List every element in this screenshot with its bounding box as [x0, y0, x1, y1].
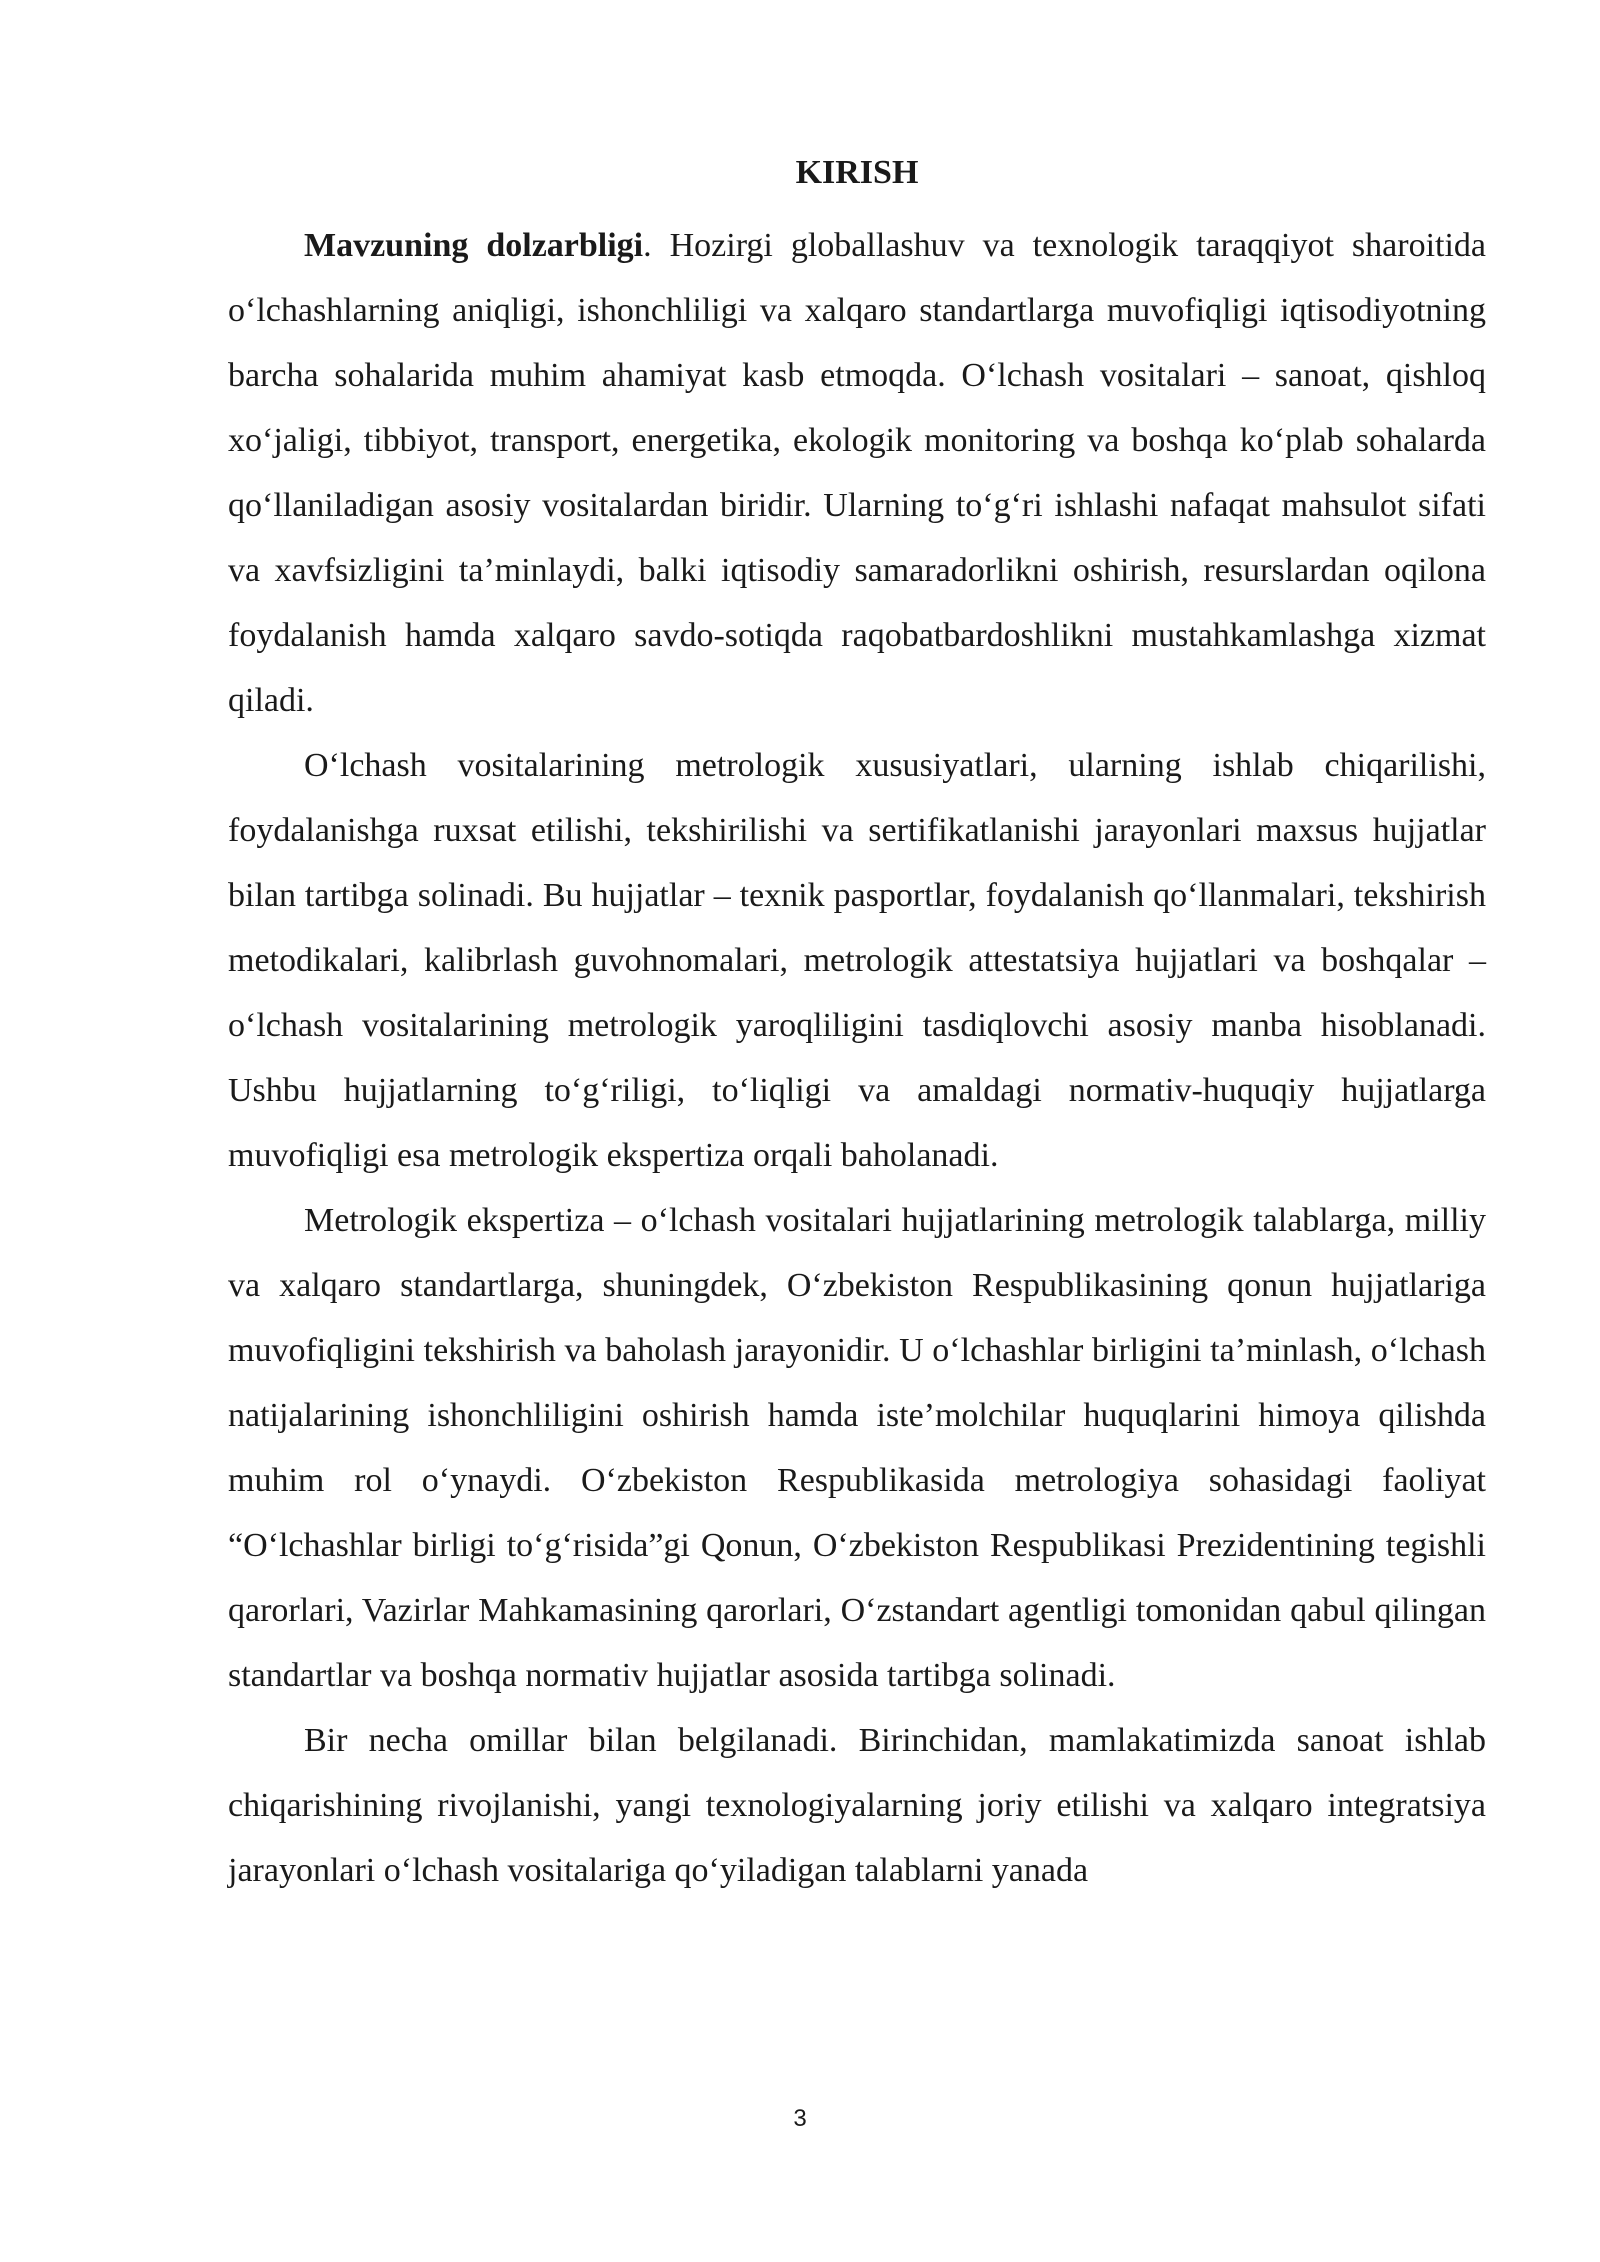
page-number: 3: [793, 2105, 807, 2132]
paragraph-lead: Mavzuning dolzarbligi: [304, 227, 644, 264]
document-page: [228, 148, 1486, 1903]
section-title: KIRISH: [795, 154, 919, 191]
paragraph-expertise: Metrologik ekspertiza – o‘lchash vositalari hujjatlarining metrologik talablarga, milliy va xalqaro standartlarga, shuningdek, O‘zbekiston Respublikasining qonun hujjatlariga muvofiqligini tekshirish va baholash jarayonidir. U o‘lchashlar birligini ta’minlash, o‘lchash natijalarining ishonchliligini oshirish hamda iste’molchilar huquqlarini himoya qilishda muhim rol o‘ynaydi. O‘zbekiston Respublikasida metrologiya sohasidagi faoliyat “O‘lchashlar birligi to‘g‘risida”gi Qonun, O‘zbekiston Respublikasi Prezidentining tegishli qarorlari, Vazirlar Mahkamasining qarorlari, O‘zstandart agentligi tomonidan qabul qilingan standartlar va boshqa normativ hujjatlar asosida tartibga solinadi.: [228, 1202, 1486, 1694]
paragraph-relevance: [228, 213, 1486, 733]
paragraph-text: . Hozirgi globallashuv va texnologik taraqqiyot sharoitida o‘lchashlarning aniqligi, ishonchliligi va xalqaro standartlarga muvofiqligi iqtisodiyotning barcha sohalarida muhim ahamiyat kasb etmoqda. O‘lchash vositalari – sanoat, qishloq xo‘jaligi, tibbiyot, transport, energetika, ekologik monitoring va boshqa ko‘plab sohalarda qo‘llaniladigan asosiy vositalardan biridir. Ularning to‘g‘ri ishlashi nafaqat mahsulot sifati va xavfsizligini ta’minlaydi, balki iqtisodiy samaradorlikni oshirish, resurslardan oqilona foydalanish hamda xalqaro savdo-sotiqda raqobatbardoshlikni mustahkamlashga xizmat qiladi.: [228, 227, 1487, 719]
paragraph-documents: O‘lchash vositalarining metrologik xususiyatlari, ularning ishlab chiqarilishi, foydalanishga ruxsat etilishi, tekshirilishi va sertifikatlanishi jarayonlari maxsus hujjatlar bilan tartibga solinadi. Bu hujjatlar – texnik pasportlar, foydalanish qo‘llanmalari, tekshirish metodikalari, kalibrlash guvohnomalari, metrologik attestatsiya hujjatlari va boshqalar – o‘lchash vositalarining metrologik yaroqliligini tasdiqlovchi asosiy manba hisoblanadi. Ushbu hujjatlarning to‘g‘riligi, to‘liqligi va amaldagi normativ-huquqiy hujjatlarga muvofiqligi esa metrologik ekspertiza orqali baholanadi.: [228, 747, 1486, 1174]
paragraph-factors: Bir necha omillar bilan belgilanadi. Birinchidan, mamlakatimizda sanoat ishlab chiqarishining rivojlanishi, yangi texnologiyalarning joriy etilishi va xalqaro integratsiya jarayonlari o‘lchash vositalariga qo‘yiladigan talablarni yanada: [228, 1722, 1486, 1889]
